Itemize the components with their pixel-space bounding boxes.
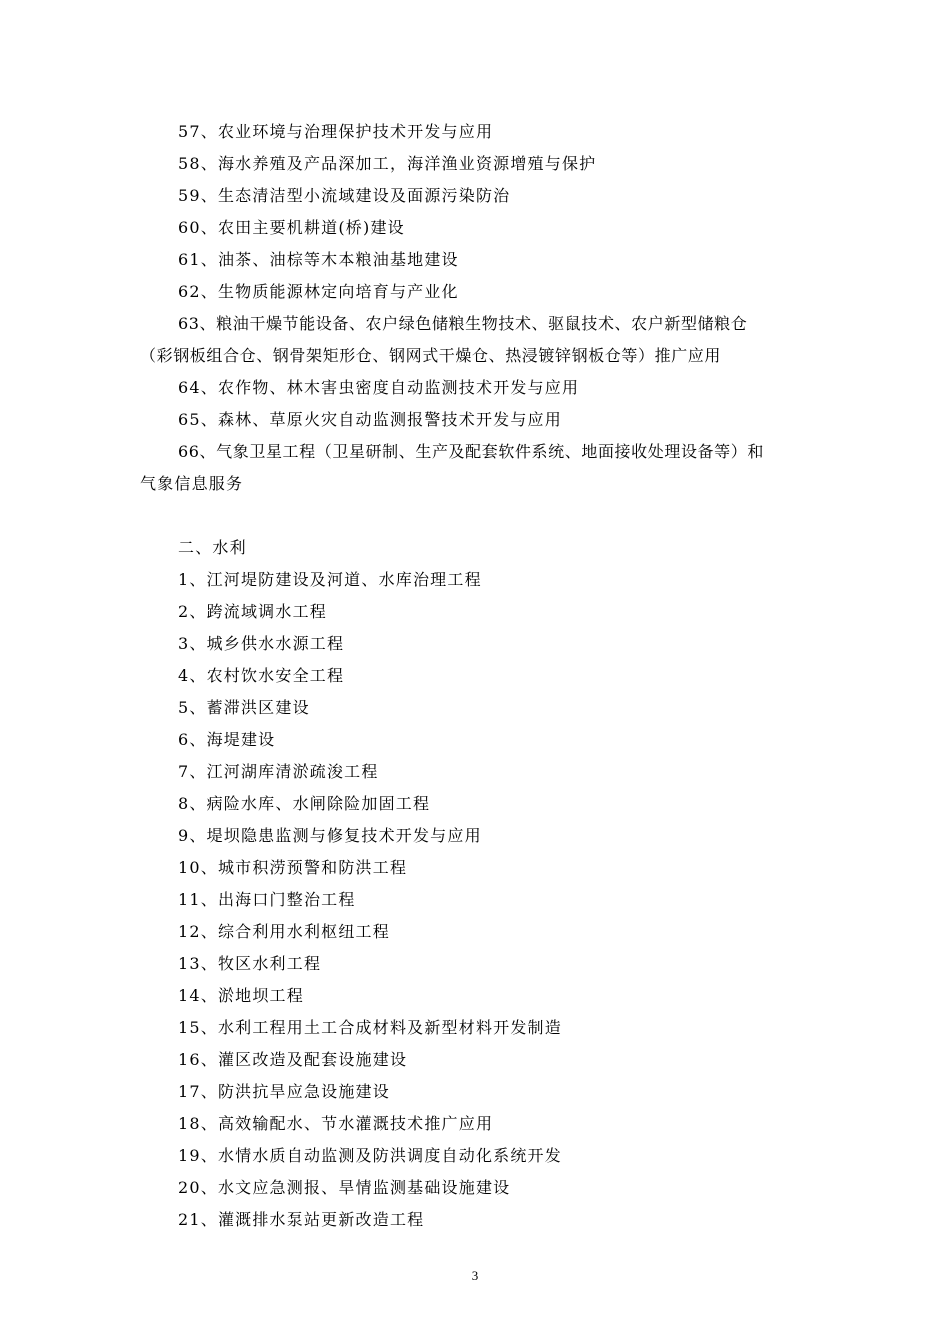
list-item-63-line-2: （彩钢板组合仓、钢骨架矩形仓、钢网式干燥仓、热浸镀锌钢板仓等）推广应用: [140, 346, 722, 365]
list-item: 62、生物质能源林定向培育与产业化: [178, 282, 459, 301]
list-item: 10、城市积涝预警和防洪工程: [178, 858, 408, 877]
list-item: 15、水利工程用土工合成材料及新型材料开发制造: [178, 1018, 562, 1037]
list-item: 8、病险水库、水闸除险加固工程: [178, 794, 431, 813]
list-item: 2、跨流域调水工程: [178, 602, 327, 621]
list-item: 4、农村饮水安全工程: [178, 666, 345, 685]
list-item: 5、蓄滞洪区建设: [178, 698, 310, 717]
section-heading-water: 二、水利: [178, 538, 247, 557]
list-item-64: 64、农作物、林木害虫密度自动监测技术开发与应用: [178, 378, 580, 397]
list-item: 13、牧区水利工程: [178, 954, 322, 973]
section-spacer: [140, 500, 816, 532]
list-item: 21、灌溉排水泵站更新改造工程: [178, 1210, 425, 1229]
list-item: 58、海水养殖及产品深加工，海洋渔业资源增殖与保护: [178, 154, 597, 173]
page-number: 3: [471, 1268, 479, 1283]
list-item: 14、淤地坝工程: [178, 986, 304, 1005]
list-item-63-line-1: 63、粮油干燥节能设备、农户绿色储粮生物技术、驱鼠技术、农户新型储粮仓: [178, 314, 748, 333]
list-item: 1、江河堤防建设及河道、水库治理工程: [178, 570, 482, 589]
list-item: 57、农业环境与治理保护技术开发与应用: [178, 122, 494, 141]
list-item: 19、水情水质自动监测及防洪调度自动化系统开发: [178, 1146, 562, 1165]
list-item-66-line-1: 66、气象卫星工程（卫星研制、生产及配套软件系统、地面接收处理设备等）和: [178, 442, 764, 461]
list-item: 6、海堤建设: [178, 730, 276, 749]
list-item-66-line-2: 气象信息服务: [140, 474, 244, 493]
list-item: 12、综合利用水利枢纽工程: [178, 922, 390, 941]
list-item: 61、油茶、油棕等木本粮油基地建设: [178, 250, 459, 269]
list-item: 17、防洪抗旱应急设施建设: [178, 1082, 390, 1101]
list-item: 7、江河湖库清淤疏浚工程: [178, 762, 379, 781]
list-item: 3、城乡供水水源工程: [178, 634, 345, 653]
list-item: 20、水文应急测报、旱情监测基础设施建设: [178, 1178, 511, 1197]
list-item-65: 65、森林、草原火灾自动监测报警技术开发与应用: [178, 410, 562, 429]
list-item: 16、灌区改造及配套设施建设: [178, 1050, 408, 1069]
list-item: 60、农田主要机耕道(桥)建设: [178, 218, 405, 237]
document-body: [140, 116, 816, 1236]
list-item: 11、出海口门整治工程: [178, 890, 356, 909]
list-item: 18、高效输配水、节水灌溉技术推广应用: [178, 1114, 494, 1133]
list-item: 9、堤坝隐患监测与修复技术开发与应用: [178, 826, 482, 845]
list-item: 59、生态清洁型小流域建设及面源污染防治: [178, 186, 511, 205]
